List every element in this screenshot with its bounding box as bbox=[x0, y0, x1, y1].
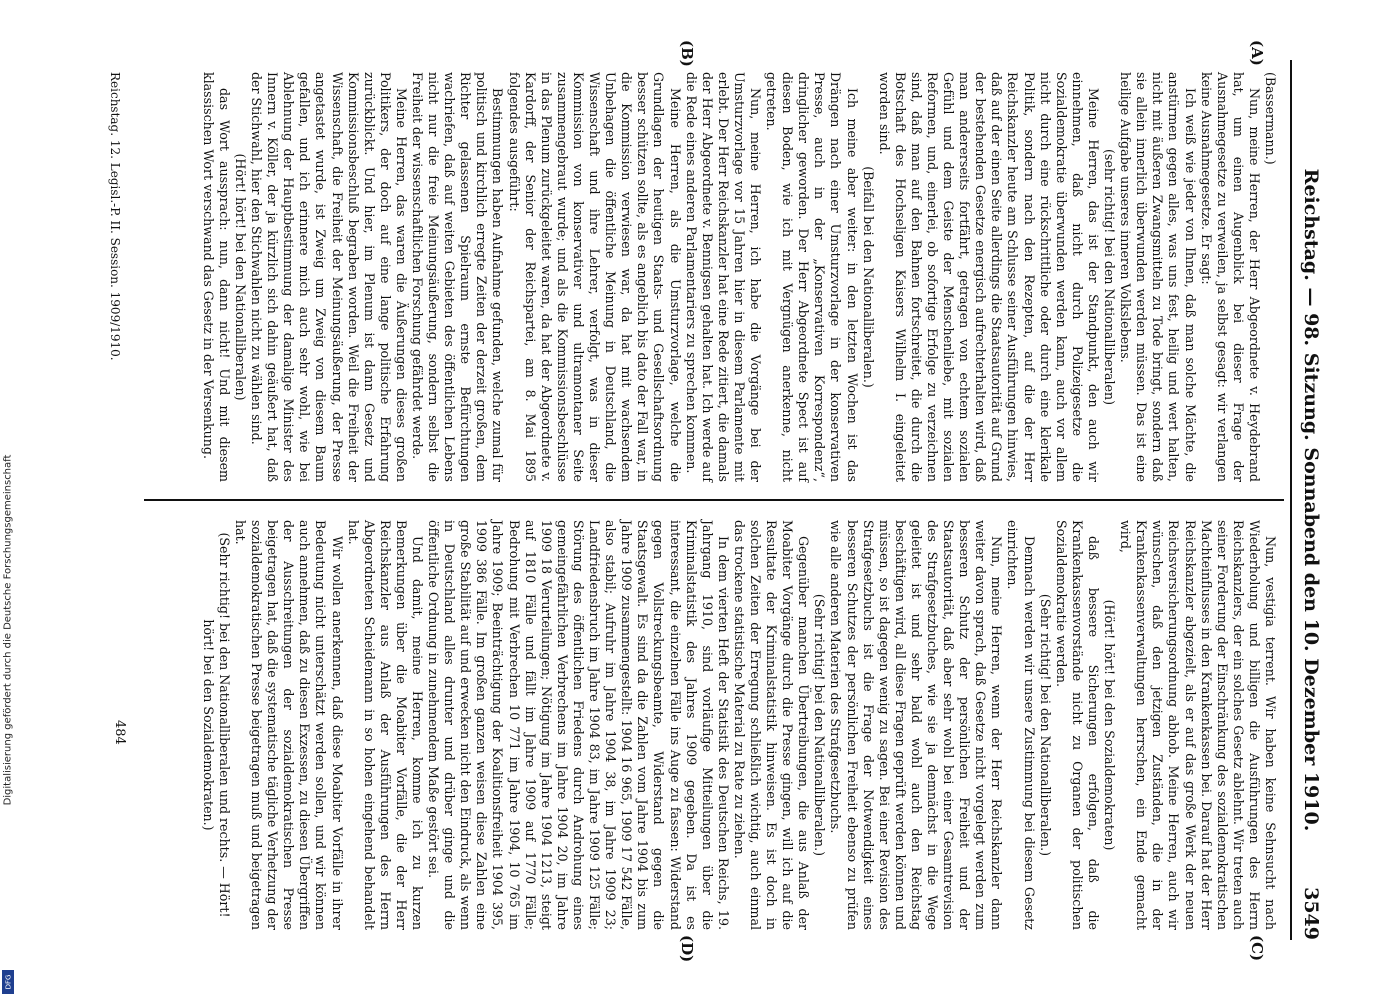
left-column-paragraph: Bestimmungen haben Aufnahme gefunden, welche zumal für politisch und kirchlich erregte Zeiten der derzeit großen, dem Richter gelassenen Spielraum ernste Befürchtungen wachriefen, daß auf weiten Gebieten des öffentlichen Lebens nicht nur die freie Meinungsäußerung, sondern selbst die Freiheit der wissenschaftlichen Forschung gefährdet werde. bbox=[410, 72, 506, 482]
margin-letter-c: (C) bbox=[1248, 935, 1266, 962]
right-column-paragraph: Und damit, meine Herren, komme ich zu kurzen Bemerkungen über die Moabiter Vorfälle, die der Herr Reichskanzler aus Anlaß der Ausführungen des Herrn Abgeordneten Scheidemann in so hohen eingehend behandelt hat. bbox=[345, 520, 426, 930]
left-column-paragraph: Ich weiß wie jeder von Ihnen, daß man solche Mächte, die anstürmen gegen alles, was uns fest, heilig und wert halten, nicht mit äußeren Zwangsmitteln zu Tode bringt, sondern daß sie allein innerlich überwunden werden müssen. Das ist eine heilige Aufgabe unseres inneren Volkslebens. bbox=[1118, 72, 1198, 482]
right-column-paragraph: (Sehr richtig! bei den Nationalliberalen.) bbox=[812, 593, 828, 857]
left-column-paragraph: das Wort aussprach: nun, dann nicht! Und mit diesem klassischen Wort verschwand das Gesetz in der Versenkung. bbox=[200, 72, 232, 482]
left-column-paragraph: Nun, meine Herren, ich habe die Vorgänge bei der Umsturzvorlage vor 15 Jahren hier in diesem Parlamente mit erlebt. Der Herr Reichskanzler hat eine Rede zitiert, die damals der Herr Abgeordnete v. Bennigsen gehalten hat. Ich werde auf die Rede eines anderen Parlamentariers zu sprechen kommen. bbox=[683, 72, 763, 482]
right-column-paragraph: (Sehr richtig! bei den Nationalliberalen und rechts. — Hört! hört! bei den Sozialdemokraten.) bbox=[200, 532, 232, 918]
running-head bbox=[1296, 60, 1322, 940]
right-column-paragraph: Gegenüber manchen Übertreibungen, die aus Anlaß der Moabiter Vorgänge durch die Presse gingen, will ich auf die Resultate der Kriminalstatistik hinweisen. Es ist doch in solchen Zeiten der Erregung schließlich wichtig, auch einmal das trockene statistische Material zu Rate zu ziehen. bbox=[731, 520, 812, 930]
dfg-logo bbox=[2, 970, 14, 994]
left-column-paragraph: Meine Herren, das waren die Äußerungen dieses großen Politikers, der doch auf eine lange politische Erfahrung zurückblickt. Und hier, im Plenum ist dann Gesetz und Kommissionsbeschluß begraben worden. Weil die Freiheit der Wissenschaft, die Freiheit der Meinungsäußerung, der Presse angetastet wurde, ist Zweig um Zweig von diesem Baum gefallen, und ich erinnere mich auch sehr wohl, wie bei Ablehnung der Hauptbestimmung der damalige Minister des Innern v. Köller, der ja kürzlich sich dahin geäußert hat, daß der Stichwahl, hier den Stichwahlen nicht zu wählen sind. bbox=[249, 72, 409, 482]
left-column-paragraph: Ich meine aber weiter: in den letzten Wochen ist das Drängen nach einer Umsturzvorlage in der konservativen Presse, auch in der „Konservativen Korrespondenz“, dringlicher geworden. Der Herr Abgeordnete Spect ist auf diesen Boden, wie ich mit Vergnügen anerkenne, nicht getreten. bbox=[764, 72, 860, 482]
sheet-number: 484 bbox=[112, 720, 127, 745]
left-column-paragraph: (sehr richtig! bei den Nationalliberalen) bbox=[1102, 148, 1118, 405]
right-column-paragraph: Demnach werden wir unsere Zustimmung bei diesem Gesetz einrichten. bbox=[1005, 520, 1037, 930]
header-title: Reichstag. — 98. Sitzung. Sonnabend den 10. Dezember 1910. bbox=[1300, 168, 1322, 832]
margin-letter-b: (B) bbox=[678, 40, 696, 67]
margin-letter-a: (A) bbox=[1248, 40, 1266, 66]
digitization-credit bbox=[2, 280, 14, 980]
left-column-paragraph: Nun, meine Herren, der Herr Abgeordnete v. Heydebrand hat, um einen Augenblick bei dieser Frage der Ausnahmegesetze zu verweilen, ja selbst gesagt: wir verlangen keine Ausnahmegesetze. Er sagt: bbox=[1198, 72, 1262, 482]
left-column-paragraph: Meine Herren, das ist der Standpunkt, den auch wir einnehmen, daß nicht durch Polizeigesetze die Sozialdemokratie überwunden werden kann, auch vor allem nicht durch eine rückschrittliche oder durch eine klerikale Politik, sondern nach den Rezepten, auf die der Herr Reichskanzler heute am Schlusse seiner Ausführungen hinwies, daß auf der einen Seite allerdings die Staatsautorität auf Grund der bestehenden Gesetze energisch aufrechterhalten wird, daß man andererseits fortfährt, getragen von echtem sozialen Gefühl und dem Geiste der Menschenliebe, mit sozialen Reformen, und, einerlei, ob sofortige Erfolge zu verzeichnen sind, daß man auf den Bahnen fortschreitet, die durch die Botschaft des Hochseligen Kaisers Wilhelm I. eingeleitet worden sind. bbox=[876, 72, 1101, 482]
right-column-paragraph: (Hört! hört! bei den Sozialdemokraten) bbox=[1102, 599, 1118, 851]
header-rule bbox=[1290, 60, 1292, 940]
column-divider bbox=[144, 499, 1284, 501]
right-column-paragraph: Nun, meine Herren, wenn der Herr Reichskanzler dann weiter davon sprach, daß Gesetze nicht vorgelegt werden zum besseren Schutz der persönlichen Freiheit und der Staatsautorität, daß aber sehr wohl bei einer Gesamtrevision des Strafgesetzbuches, wie sie ja demnächst in die Wege geleitet ist und sehr bald wohl auch den Reichstag beschäftigen wird, all diese Fragen geprüft werden können und müssen, so ist dagegen wenig zu sagen. Bei einer Revision des Strafgesetzbuchs ist die Frage der Notwendigkeit eines besseren Schutzes der persönlichen Freiheit ebenso zu prüfen wie alle anderen Materien des Strafgesetzbuchs. bbox=[828, 520, 1005, 930]
right-column bbox=[200, 520, 1278, 930]
page-number: 3549 bbox=[1300, 887, 1322, 940]
rotated-page bbox=[46, 20, 1336, 980]
right-column-paragraph: daß bessere Sicherungen erfolgen, daß die Krankenkassenvorstände nicht zu Organen der politischen Sozialdemokratie werden. bbox=[1053, 520, 1101, 930]
left-column-paragraph: Meine Herren, als die Umsturzvorlage, welche die Grundlagen der heutigen Staats- und Gesellschaftsordnung besser schützen sollte, als es angeblich bis dato der Fall war, in die Kommission verwiesen war, da hat mit wachsendem Unbehagen die öffentliche Meinung in Deutschland, die Wissenschaft und ihre Lehrer, verfolgt, was in dieser Kommission von konservativer und ultramontaner Seite zusammengebraut wurde; und als die Kommissionsbeschlüsse in das Plenum zurückgeleitet waren, da hat der Abgeordnete v. Kardorff, der Senior der Reichspartei, am 8. Mai 1895 folgendes ausgeführt: bbox=[506, 72, 683, 482]
left-column-paragraph: (Beifall bei den Nationalliberalen.) bbox=[860, 166, 876, 388]
right-column-paragraph: Wir wollen anerkennen, daß diese Moabiter Vorfälle in ihrer Bedeutung nicht unterschätzt werden sollen, und wir können auch annehmen, daß zu diesen Exzessen, zu diesen Übergriffen der Ausschreitungen der sozialdemokratischen Presse beigetragen hat, daß die systematische tägliche Verhetzung der sozialdemokratischen Presse beigetragen muß und beigetragen hat. bbox=[233, 520, 345, 930]
left-column bbox=[200, 72, 1278, 482]
left-column-paragraph: (Bassermann.) bbox=[1263, 72, 1278, 165]
credit-text: Digitalisierung gefördert durch die Deutsche Forschungsgemeinschaft bbox=[2, 454, 14, 806]
margin-letter-d: (D) bbox=[678, 935, 696, 963]
right-column-paragraph: Nun, vestigia terrent. Wir haben keine Sehnsucht nach Wiederholung und billigen die Ausführungen des Herrn Reichskanzlers, der ein solches Gesetz ablehnt. Wir treten auch seiner Forderung der Einschränkung des sozialdemokratischen Machteinflusses in den Krankenkassen bei. Darauf hat der Herr Reichskanzler abgezielt, als er auf das große Werk der neuen Reichsversicherungsordnung abhob. Meine Herren, auch wir wünschen, daß den jetzigen Zuständen, die in der Krankenkassenverwaltungen herrschen, ein Ende gemacht wird, bbox=[1118, 520, 1278, 930]
right-column-paragraph: In dem vierten Heft der Statistik des Deutschen Reichs, 19. Jahrgang 1910, sind vorläufige Mitteilungen über die Kriminalstatistik des Jahres 1909 gegeben. Da ist es interessant, die einzelnen Fälle ins Auge zu fassen: Widerstand gegen Vollstreckungsbeamte, Widerstand gegen die Staatsgewalt. Es sind da die Zahlen vom Jahre 1904 bis zum Jahre 1909 zusammengestellt: 1904 16 965, 1909 17 542 Fälle, also stabil; Aufruhr im Jahre 1904 38, im Jahre 1909 23; Landfriedensbruch im Jahre 1904 83, im Jahre 1909 125 Fälle; Störung des öffentlichen Friedens durch Androhung eines gemeingefährlichen Verbrechens im Jahre 1904 20, im Jahre 1909 18 Verurteilungen; Nötigung im Jahre 1904 1213, steigt auf 1810 Fälle und fällt im Jahre 1909 auf 1770 Fälle; Bedrohung mit Verbrechen 10 771 im Jahre 1904, 10 765 im Jahre 1909; Beeinträchtigung der Koalitionsfreiheit 1904 395, 1909 386 Fälle. Im großen ganzen weisen diese Zahlen eine große Stabilität auf und erwecken nicht den Eindruck, als wenn in Deutschland alles drunter und drüber ginge und die öffentliche Ordnung in zunehmendem Maße gestört sei. bbox=[426, 520, 731, 930]
right-column-paragraph: (Sehr richtig! bei den Nationalliberalen.) bbox=[1037, 593, 1053, 857]
logo-text: DFG bbox=[4, 974, 12, 990]
volume-line: Reichstag. 12. Legisl.-P. II. Session. 1909/1910. bbox=[108, 72, 122, 361]
left-column-paragraph: (Hört! hört! bei den Nationalliberalen) bbox=[233, 153, 248, 401]
